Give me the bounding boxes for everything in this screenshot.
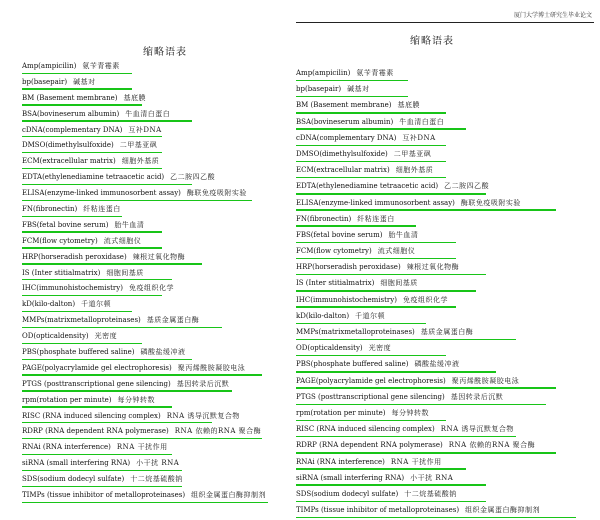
abbreviation-term: TIMPs (tissue inhibitor of metalloproteinases) <box>22 491 186 500</box>
abbreviation-translation: 二甲基亚砜 <box>119 141 158 150</box>
abbreviation-term: IHC(immunohistochemistry) <box>22 284 123 293</box>
abbreviation-translation: 牛血清白蛋白 <box>399 117 445 126</box>
abbreviation-translation: RNA 诱导沉默复合物 <box>440 425 514 434</box>
abbreviation-translation: 磷酸盐缓冲液 <box>414 360 460 369</box>
abbreviation-term: siRNA (small interfering RNA) <box>296 473 405 482</box>
abbreviation-entry <box>296 342 596 358</box>
abbreviation-term: FN(fibronectin) <box>22 205 78 214</box>
right-abbreviation-list <box>296 67 596 520</box>
abbreviation-entry <box>22 425 290 441</box>
abbreviation-entry <box>22 171 290 187</box>
abbreviation-term: MMPs(matrixmetalloproteinases) <box>22 316 141 325</box>
abbreviation-term: PTGS (posttranscriptional gene silencing) <box>296 392 445 401</box>
abbreviation-term: BSA(bovineserum albumin) <box>22 109 120 118</box>
abbreviation-translation: 组织金属蛋白酶抑制剂 <box>465 506 541 515</box>
abbreviation-translation: 千道尔顿 <box>81 300 112 309</box>
green-underline <box>22 406 172 407</box>
abbreviation-entry <box>296 310 596 326</box>
abbreviation-term: bp(basepair) <box>22 77 68 86</box>
abbreviation-term: siRNA (small interfering RNA) <box>22 459 131 468</box>
abbreviation-translation: 每分钟转数 <box>391 408 430 417</box>
green-underline <box>296 242 456 243</box>
green-underline <box>22 200 252 201</box>
abbreviation-entry <box>22 139 290 155</box>
abbreviation-entry <box>296 99 596 115</box>
abbreviation-entry <box>22 489 290 505</box>
abbreviation-entry <box>22 124 290 140</box>
abbreviation-entry <box>22 410 290 426</box>
abbreviation-entry <box>22 282 290 298</box>
abbreviation-translation: 流式细胞仪 <box>377 247 416 256</box>
green-underline <box>22 486 182 487</box>
right-page-title: 缩略语表 <box>410 36 454 47</box>
abbreviation-entry <box>22 473 290 489</box>
abbreviation-entry <box>296 261 596 277</box>
abbreviation-translation: 二甲基亚砜 <box>393 149 432 158</box>
green-underline <box>296 225 416 226</box>
abbreviation-term: kD(kilo-dalton) <box>296 311 350 320</box>
abbreviation-entry <box>22 298 290 314</box>
green-underline <box>22 216 122 217</box>
green-underline <box>22 184 192 185</box>
abbreviation-term: kD(kilo-dalton) <box>22 300 76 309</box>
abbreviation-term: FBS(fetal bovine serum) <box>296 230 383 239</box>
abbreviation-entry <box>22 378 290 394</box>
abbreviation-term: RNAi (RNA interference) <box>22 443 111 452</box>
abbreviation-term: IS (Inter stitialmatrix) <box>296 279 375 288</box>
abbreviation-entry <box>296 229 596 245</box>
abbreviation-translation: 细胞间基质 <box>106 268 144 277</box>
abbreviation-entry <box>296 439 596 455</box>
abbreviation-entry <box>296 358 596 374</box>
abbreviation-translation: 酶联免疫吸附实验 <box>186 189 247 198</box>
abbreviation-entry <box>296 326 596 342</box>
abbreviation-term: Amp(ampicilin) <box>22 62 77 70</box>
abbreviation-term: BSA(bovineserum albumin) <box>296 117 394 126</box>
abbreviation-translation: 免疫组织化学 <box>402 295 448 304</box>
green-underline <box>296 128 466 129</box>
abbreviation-entry <box>296 116 596 132</box>
abbreviation-term: Amp(ampicilin) <box>296 69 351 77</box>
green-underline <box>22 152 162 153</box>
green-underline <box>296 112 446 113</box>
abbreviation-translation: 辣根过氧化物酶 <box>132 252 186 261</box>
abbreviation-translation: 十二烷基硫酸钠 <box>404 489 457 498</box>
abbreviation-term: OD(opticaldensity) <box>296 344 363 353</box>
abbreviation-translation: RNA 依赖的RNA 聚合酶 <box>448 441 536 450</box>
abbreviation-entry <box>22 362 290 378</box>
abbreviation-term: HRP(horseradish peroxidase) <box>22 252 127 261</box>
abbreviation-term: cDNA(complementary DNA) <box>296 133 397 142</box>
green-underline <box>296 161 446 162</box>
abbreviation-entry <box>296 504 596 520</box>
abbreviation-entry <box>296 197 596 213</box>
abbreviation-term: RISC (RNA induced silencing complex) <box>22 411 161 420</box>
green-underline <box>296 145 446 146</box>
abbreviation-entry <box>296 148 596 164</box>
green-underline <box>22 231 162 232</box>
green-underline <box>296 436 516 437</box>
abbreviation-term: PBS(phosphate buffered saline) <box>296 360 409 369</box>
abbreviation-translation: 纤粘连蛋白 <box>83 205 121 214</box>
abbreviation-term: cDNA(complementary DNA) <box>22 125 123 134</box>
abbreviation-term: FN(fibronectin) <box>296 214 352 223</box>
abbreviation-translation: 基因转录后沉默 <box>450 392 504 401</box>
abbreviation-translation: 基底膜 <box>397 101 420 110</box>
abbreviation-translation: 互补DNA <box>128 125 162 134</box>
abbreviation-translation: 磷酸盐缓冲液 <box>140 348 186 357</box>
green-underline <box>22 438 262 439</box>
abbreviation-translation: 乙二胺四乙酸 <box>444 182 490 191</box>
green-underline <box>22 343 142 344</box>
abbreviation-translation: 光密度 <box>94 332 118 341</box>
green-underline <box>22 390 232 391</box>
abbreviation-entry <box>22 441 290 457</box>
abbreviation-entry <box>296 277 596 293</box>
green-underline <box>296 420 446 421</box>
abbreviation-term: SDS(sodium dodecyl sulfate) <box>22 475 125 484</box>
abbreviation-entry <box>296 180 596 196</box>
left-abbreviation-list <box>22 60 290 505</box>
abbreviation-translation: 基底膜 <box>123 93 146 102</box>
green-underline <box>22 136 162 137</box>
abbreviation-entry <box>22 76 290 92</box>
abbreviation-entry <box>296 407 596 423</box>
abbreviation-entry <box>22 251 290 267</box>
green-underline <box>22 247 162 248</box>
abbreviation-translation: 组织金属蛋白酶抑制剂 <box>191 491 267 500</box>
green-underline <box>22 73 132 74</box>
abbreviation-term: FCM(flow cytometry) <box>296 247 372 256</box>
green-underline <box>22 279 172 280</box>
green-underline <box>22 327 222 328</box>
green-underline <box>296 323 426 324</box>
green-underline <box>22 120 192 121</box>
abbreviation-translation: 胎牛血清 <box>114 220 145 229</box>
abbreviation-translation: 碱基对 <box>73 77 96 86</box>
abbreviation-translation: 碱基对 <box>347 85 370 94</box>
abbreviation-entry <box>22 267 290 283</box>
abbreviation-translation: 乙二胺四乙酸 <box>170 173 216 182</box>
abbreviation-term: rpm(rotation per minute) <box>22 395 112 404</box>
abbreviation-translation: RNA 诱导沉默复合物 <box>166 411 240 420</box>
abbreviation-entry <box>22 203 290 219</box>
green-underline <box>22 502 268 503</box>
abbreviation-term: DMSO(dimethylsulfoxide) <box>22 141 114 150</box>
abbreviation-term: EDTA(ethylenediamine tetraacetic acid) <box>22 173 165 182</box>
abbreviation-translation: 小干扰 RNA <box>410 473 454 482</box>
abbreviation-entry <box>296 83 596 99</box>
abbreviation-translation: 胎牛血清 <box>388 230 419 239</box>
abbreviation-entry <box>296 488 596 504</box>
green-underline <box>296 209 556 210</box>
abbreviation-translation: 牛血清白蛋白 <box>125 109 171 118</box>
abbreviation-term: DMSO(dimethylsulfoxide) <box>296 149 388 158</box>
abbreviation-term: BM (Basement membrane) <box>296 101 392 110</box>
abbreviation-term: ECM(extracellular matrix) <box>22 157 116 166</box>
abbreviation-term: RDRP (RNA dependent RNA polymerase) <box>22 427 169 436</box>
abbreviation-entry <box>296 423 596 439</box>
abbreviation-entry <box>296 456 596 472</box>
green-underline <box>296 484 486 485</box>
abbreviation-translation: 细胞外基质 <box>395 166 434 175</box>
abbreviation-translation: 流式细胞仪 <box>103 236 142 245</box>
green-underline <box>22 104 142 105</box>
abbreviation-translation: 细胞间基质 <box>380 279 418 288</box>
abbreviation-translation: RNA 依赖的RNA 聚合酶 <box>174 427 262 436</box>
green-underline <box>296 404 546 405</box>
abbreviation-translation: 基因转录后沉默 <box>176 379 230 388</box>
abbreviation-translation: 辣根过氧化物酶 <box>406 263 460 272</box>
green-underline <box>22 359 192 360</box>
abbreviation-term: ECM(extracellular matrix) <box>296 166 390 175</box>
green-underline <box>296 468 466 469</box>
right-page <box>292 0 600 514</box>
abbreviation-entry <box>296 213 596 229</box>
abbreviation-entry <box>22 187 290 203</box>
abbreviation-term: SDS(sodium dodecyl sulfate) <box>296 489 399 498</box>
abbreviation-translation: 基质金属蛋白酶 <box>146 316 200 325</box>
abbreviation-translation: 小干扰 RNA <box>136 459 180 468</box>
green-underline <box>296 193 486 194</box>
green-underline <box>22 168 162 169</box>
abbreviation-term: ELISA(enzyme-linked immunosorbent assay) <box>296 198 455 207</box>
green-underline <box>22 88 132 89</box>
green-underline <box>22 454 172 455</box>
abbreviation-entry <box>22 330 290 346</box>
abbreviation-term: PBS(phosphate buffered saline) <box>22 348 135 357</box>
abbreviation-entry <box>22 346 290 362</box>
abbreviation-term: RDRP (RNA dependent RNA polymerase) <box>296 441 443 450</box>
green-underline <box>296 371 496 372</box>
abbreviation-entry <box>22 219 290 235</box>
green-underline <box>296 517 576 518</box>
abbreviation-term: ELISA(enzyme-linked immunosorbent assay) <box>22 189 181 198</box>
abbreviation-entry <box>296 294 596 310</box>
abbreviation-translation: 千道尔顿 <box>355 311 386 320</box>
green-underline <box>22 422 212 423</box>
abbreviation-entry <box>22 155 290 171</box>
abbreviation-term: IS (Inter stitialmatrix) <box>22 268 101 277</box>
abbreviation-term: FCM(flow cytometry) <box>22 236 98 245</box>
abbreviation-entry <box>296 245 596 261</box>
abbreviation-entry <box>296 132 596 148</box>
green-underline <box>296 290 476 291</box>
abbreviation-entry <box>22 394 290 410</box>
abbreviation-term: rpm(rotation per minute) <box>296 408 386 417</box>
green-underline <box>296 258 456 259</box>
left-page-title: 缩略语表 <box>143 47 187 58</box>
abbreviation-entry <box>296 472 596 488</box>
green-underline <box>296 96 408 97</box>
abbreviation-term: PAGE(polyacrylamide gel electrophoresis) <box>296 376 446 385</box>
abbreviation-entry <box>22 108 290 124</box>
abbreviation-term: PTGS (posttranscriptional gene silencing) <box>22 379 171 388</box>
abbreviation-translation: 免疫组织化学 <box>128 284 174 293</box>
abbreviation-term: OD(opticaldensity) <box>22 332 89 341</box>
abbreviation-translation: 细胞外基质 <box>121 157 160 166</box>
abbreviation-translation: 酶联免疫吸附实验 <box>460 198 521 207</box>
abbreviation-entry <box>296 164 596 180</box>
green-underline <box>296 501 486 502</box>
green-underline <box>22 470 182 471</box>
abbreviation-term: MMPs(matrixmetalloproteinases) <box>296 328 415 336</box>
green-underline <box>296 339 516 340</box>
abbreviation-entry <box>296 375 596 391</box>
left-page <box>0 0 292 514</box>
abbreviation-term: IHC(immunohistochemistry) <box>296 295 397 304</box>
abbreviation-term: bp(basepair) <box>296 85 342 94</box>
green-underline <box>296 452 556 453</box>
abbreviation-entry <box>22 92 290 108</box>
abbreviation-translation: 纤粘连蛋白 <box>357 214 395 223</box>
abbreviation-translation: 氨苄青霉素 <box>82 62 120 70</box>
green-underline <box>296 177 446 178</box>
green-underline <box>296 80 408 81</box>
abbreviation-term: RISC (RNA induced silencing complex) <box>296 425 435 434</box>
green-underline <box>296 355 446 356</box>
green-underline <box>22 263 202 264</box>
abbreviation-term: FBS(fetal bovine serum) <box>22 220 109 229</box>
abbreviation-translation: RNA 干扰作用 <box>116 443 168 452</box>
abbreviation-entry <box>22 235 290 251</box>
abbreviation-translation: 基质金属蛋白酶 <box>420 328 474 336</box>
abbreviation-translation: 十二烷基硫酸钠 <box>130 475 183 484</box>
abbreviation-translation: 氨苄青霉素 <box>356 69 394 77</box>
abbreviation-term: PAGE(polyacrylamide gel electrophoresis) <box>22 363 172 372</box>
abbreviation-entry <box>22 60 290 76</box>
abbreviation-translation: 互补DNA <box>402 133 436 142</box>
right-page-header: 厦门大学博士研究生毕业论文 <box>513 12 592 19</box>
abbreviation-entry <box>22 457 290 473</box>
abbreviation-translation: 每分钟转数 <box>117 395 156 404</box>
green-underline <box>22 295 162 296</box>
green-underline <box>22 374 262 375</box>
abbreviation-term: RNAi (RNA interference) <box>296 457 385 466</box>
abbreviation-term: HRP(horseradish peroxidase) <box>296 263 401 272</box>
abbreviation-term: BM (Basement membrane) <box>22 93 118 102</box>
abbreviation-translation: 聚丙烯酰胺凝胶电泳 <box>177 363 246 372</box>
abbreviation-term: TIMPs (tissue inhibitor of metalloproteinases) <box>296 506 460 515</box>
abbreviation-term: EDTA(ethylenediamine tetraacetic acid) <box>296 182 439 191</box>
green-underline <box>296 274 486 275</box>
abbreviation-entry <box>296 67 596 83</box>
green-underline <box>296 306 456 307</box>
abbreviation-entry <box>22 314 290 330</box>
green-underline <box>296 387 556 388</box>
green-underline <box>22 311 132 312</box>
abbreviation-translation: 聚丙烯酰胺凝胶电泳 <box>451 376 520 385</box>
abbreviation-translation: RNA 干扰作用 <box>390 457 442 466</box>
header-rule <box>296 22 594 23</box>
abbreviation-translation: 光密度 <box>368 344 392 353</box>
abbreviation-entry <box>296 391 596 407</box>
